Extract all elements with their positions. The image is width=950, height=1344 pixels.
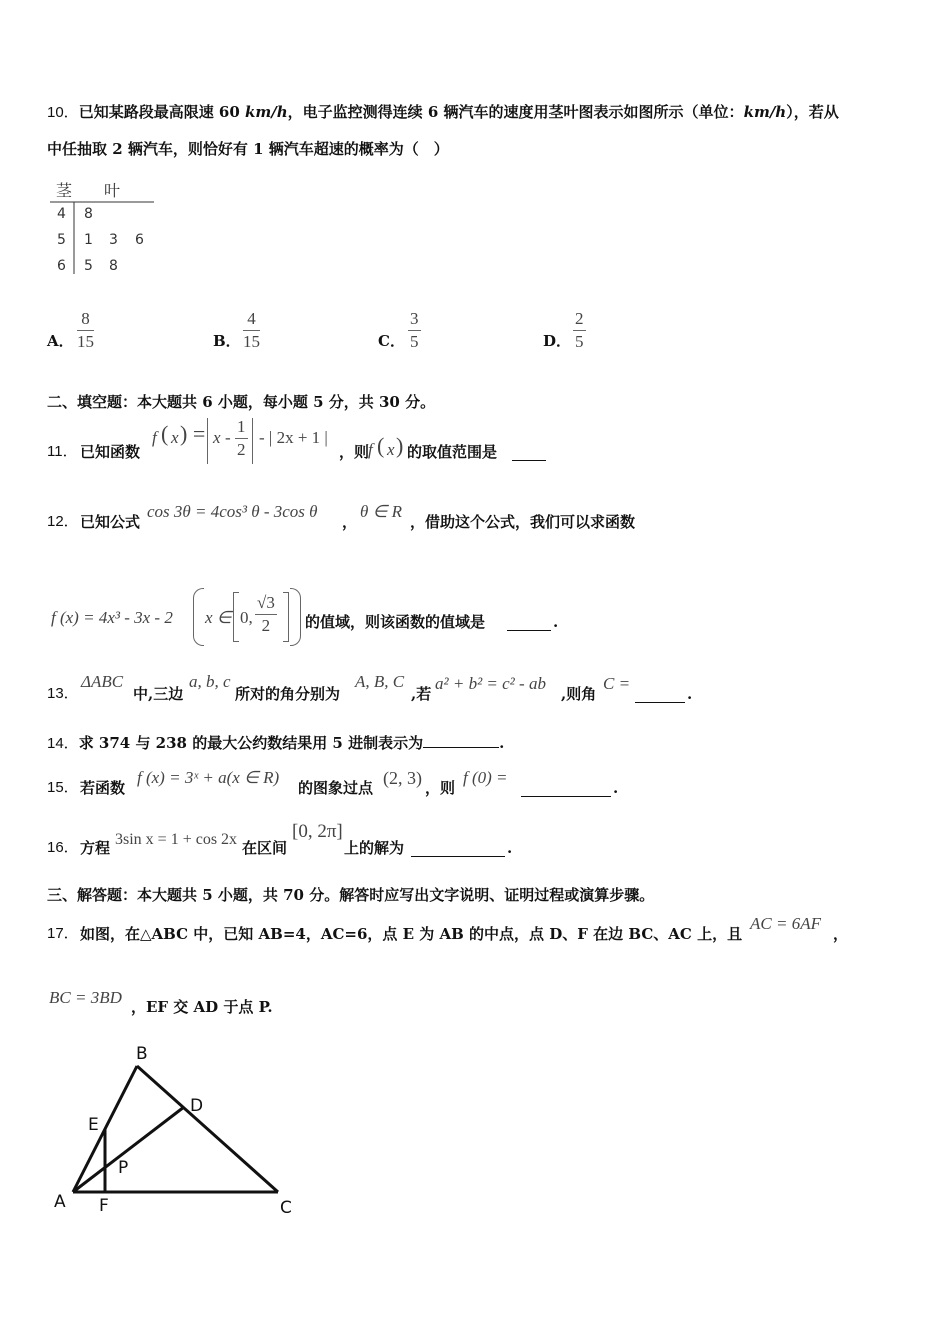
q10-line1 [47,102,839,123]
q15-number: 15． [47,779,79,796]
q12-sqrt-frac [255,592,277,637]
q11-fx-open: ( [377,433,385,458]
q12-fx: f (x) = 4x³ - 3x - 2 [51,608,173,627]
q11-x2: x [213,428,221,447]
frac-den: 2 [261,616,271,635]
label-c: C [280,1198,292,1218]
q11-paren-close: ) = [180,421,206,446]
q11-rest: - | 2x + 1 | [259,428,328,447]
q11-pre: 已知函数 [80,443,141,461]
q13-number: 13． [47,685,79,702]
q16-equation: 3sin x = 1 + cos 2x [115,831,238,848]
option-label: B． [213,332,241,350]
frac-num: 1 [235,416,248,439]
q13-triangle: ΔABC [81,672,124,691]
q11-fx-close: ) [396,433,404,458]
q11-mid: ，则 [339,443,370,461]
q11-x: x [171,428,179,447]
q16-mid: 在区间 [242,839,288,857]
q13-angles: A, B, C [355,672,405,691]
q16-number: 16． [47,839,79,856]
q12-dom-zero: 0, [240,608,253,627]
stem-header: 茎 [56,181,73,200]
stem-leaf-plot [48,178,158,278]
leaf-header: 叶 [104,181,121,200]
leaf-value: 8 [84,206,93,222]
q15-f0: f (0) = [463,768,508,787]
q13-t4: ,则角 [561,685,597,703]
q12-tail: 的值域，则该函数的值域是 [305,613,486,631]
frac-den: 5 [575,332,584,351]
leaf-value: 6 [135,232,144,248]
section-3-heading: 三、解答题：本大题共 5 小题，共 70 分。解答时应写出文字说明、证明过程或演算步骤。 [47,886,655,904]
leaf-value: 8 [109,258,118,274]
q15-t2: ，则 [425,779,456,797]
frac-den: 15 [77,332,94,351]
q12-formula: cos 3θ = 4cos³ θ - 3cos θ [147,502,318,521]
stem-value: 5 [57,232,66,248]
q12-paren-right [290,588,301,646]
frac-num: 3 [408,308,421,331]
q13-period: . [687,685,693,703]
q15-pre: 若函数 [80,779,126,797]
q13-sides: a, b, c [189,672,231,691]
option-label: A． [47,332,74,350]
q11-fx-x: x [387,440,395,459]
q11-f: f [152,428,157,447]
frac-num: 2 [573,308,586,331]
q17-eq2: BC = 3BD [49,988,122,1007]
section-2-heading: 二、填空题：本大题共 6 小题，每小题 5 分，共 30 分。 [47,393,436,411]
side-bc [137,1066,278,1192]
q11-paren-open: ( [161,421,169,446]
q12-bracket-right [283,592,289,642]
frac-den: 2 [237,440,246,459]
frac-den: 15 [243,332,260,351]
q16-interval: [0, 2π] [292,821,343,842]
option-label: C． [378,332,405,350]
q11-abs-right [252,418,254,464]
triangle-figure [40,1040,310,1225]
leaf-value: 1 [84,232,93,248]
label-p: P [118,1158,129,1178]
q12-answer-blank[interactable] [507,612,551,631]
q11-post: 的取值范围是 [407,443,498,461]
q11-fx-f: f [368,440,373,459]
option-fraction [77,308,94,353]
q10-text1: 已知某路段最高限速 60 [78,103,246,121]
stem-value: 6 [57,258,66,274]
label-e: E [88,1115,99,1135]
q11-abs-left [207,418,209,464]
q15-period: . [613,779,619,797]
q11-minus: - [225,428,231,447]
q14-text: 求 374 与 238 的最大公约数结果用 5 进制表示为 [78,734,424,752]
q11-answer-blank[interactable] [512,442,546,461]
label-f: F [99,1196,109,1216]
q12-cond: θ ∈ R [360,502,403,521]
option-fraction [408,308,421,353]
q13-answer-blank[interactable] [635,684,685,703]
stem-value: 4 [57,206,66,222]
q13-equation: a² + b² = c² - ab [435,674,546,693]
q12-dom-pre: x ∈ [205,608,232,627]
q12-bracket-left [233,592,239,642]
q17-comma: ， [833,925,849,943]
q17-number: 17． [47,925,79,942]
option-fraction [243,308,260,353]
frac-den: 5 [410,332,419,351]
option-fraction [573,308,586,353]
q16-answer-blank[interactable] [411,838,505,857]
frac-num: 8 [77,308,94,331]
q17-text: 如图，在△ABC 中，已知 AB=4，AC=6，点 E 为 AB 的中点，点 D、F 在边 BC、AC 上，且 [80,925,743,943]
leaf-value: 5 [84,258,93,274]
q17-eq1: AC = 6AF [750,914,821,933]
triangle-svg [40,1040,310,1225]
q10-line2: 中任抽取 2 辆汽车，则恰好有 1 辆汽车超速的概率为（ ） [47,140,449,158]
q12-sep: ， [342,513,358,531]
q11-number: 11． [47,443,78,460]
q10-text3: ），若从 [786,103,839,121]
q15-answer-blank[interactable] [521,778,611,797]
q10-unit2: km/h [743,103,787,121]
q16-post: 上的解为 [344,839,405,857]
q15-point: (2, 3) [383,768,422,788]
q10-text2: ，电子监控测得连续 6 辆汽车的速度用茎叶图表示如图所示（单位： [287,103,744,121]
q15-fx: f (x) = 3ˣ + a(x ∈ R) [137,768,280,787]
q17-tail: ，EF 交 AD 于点 P. [131,998,273,1016]
q14-period: . [499,734,505,752]
leaf-value: 3 [109,232,118,248]
q16-period: . [507,839,513,857]
q12-pre: 已知公式 [80,513,141,531]
label-b: B [136,1044,148,1064]
q14-number: 14． [47,735,79,752]
q13-t3: ,若 [411,685,432,703]
label-d: D [190,1096,204,1116]
q12-paren-left [193,588,204,646]
q12-post: ，借助这个公式，我们可以求函数 [410,513,636,531]
q13-t2: 所对的角分别为 [235,685,341,703]
q13-t1: 中,三边 [133,685,184,703]
q12-number: 12． [47,513,79,530]
q10-unit1: km/h [245,103,288,121]
frac-num: √3 [255,592,277,615]
q10-number: 10． [47,104,79,121]
q13-c: C = [603,674,631,693]
label-a: A [54,1192,66,1212]
frac-num: 4 [243,308,260,331]
q15-mid: 的图象过点 [298,779,374,797]
q11-half [235,416,248,461]
q14 [47,731,504,754]
q16-pre: 方程 [80,839,111,857]
q14-answer-blank[interactable] [423,731,499,748]
option-label: D． [543,332,572,350]
q12-period: . [553,613,559,631]
